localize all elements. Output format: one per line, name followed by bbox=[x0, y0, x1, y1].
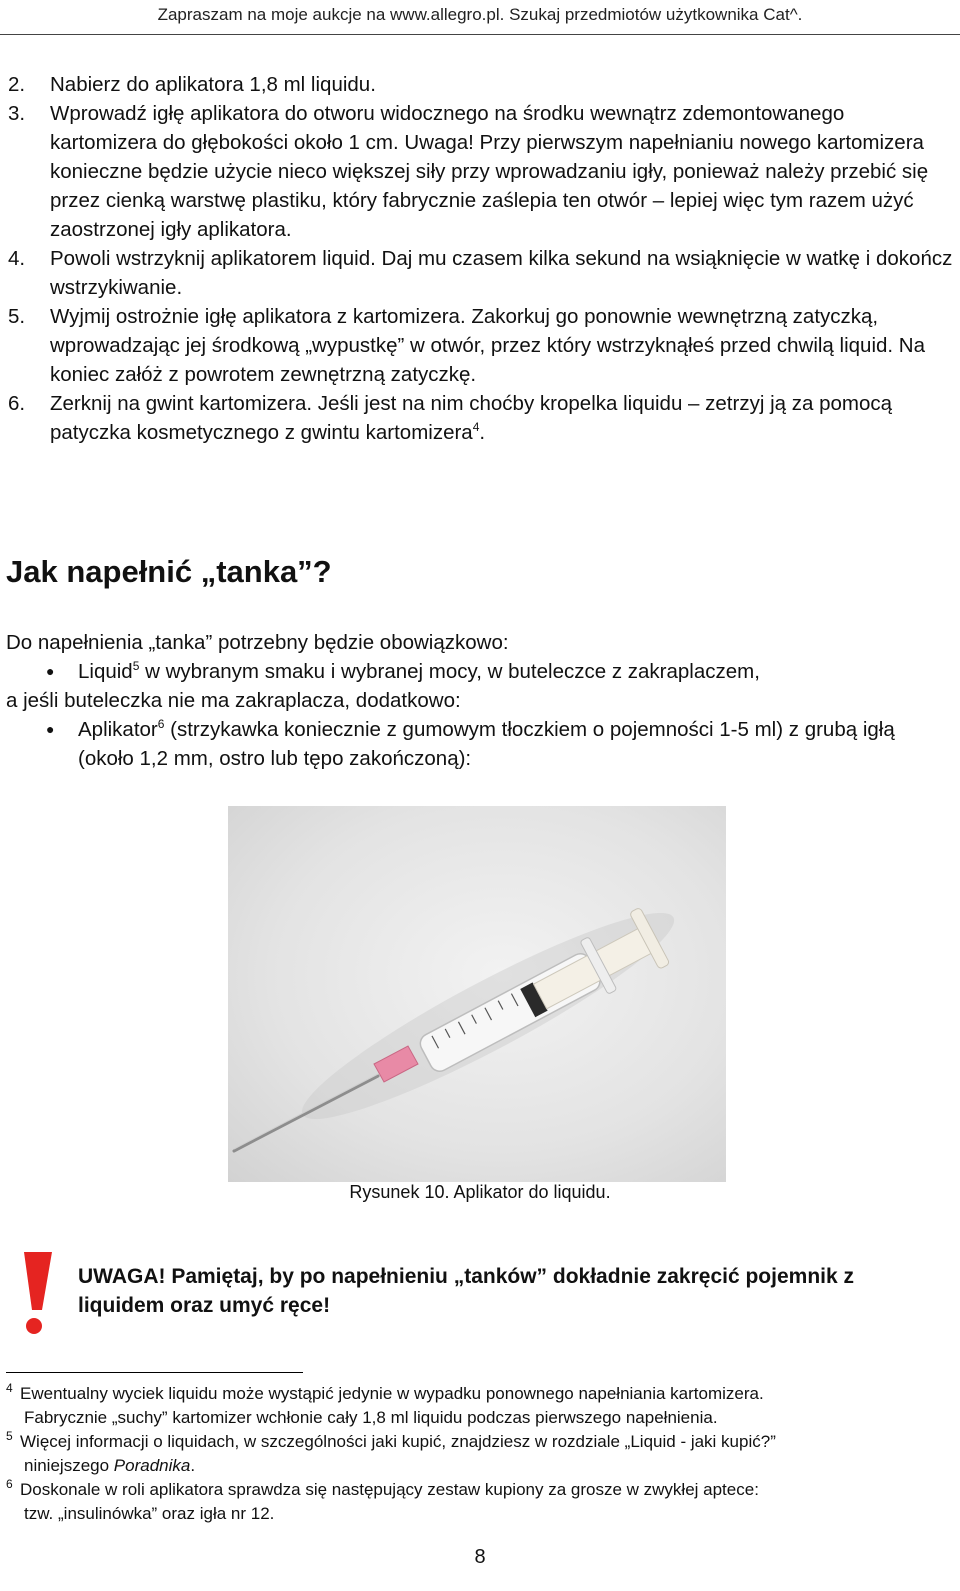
footnote-continuation: Fabrycznie „suchy” kartomizer wchłonie cały 1,8 ml liquidu podczas pierwszego napełnienia. bbox=[24, 1408, 718, 1427]
figure-caption: Rysunek 10. Aplikator do liquidu. bbox=[349, 1182, 611, 1202]
step-number: 6. bbox=[8, 392, 26, 415]
footnote-text: Więcej informacji o liquidach, w szczególności jaki kupić, znajdziesz w rozdziale „Liquid - jaki kupić?” bbox=[20, 1432, 776, 1451]
list-item bbox=[8, 99, 953, 244]
footnote-cont-b: . bbox=[190, 1456, 196, 1475]
list-item bbox=[8, 244, 953, 302]
step-text: Powoli wstrzyknij aplikatorem liquid. Daj mu czasem kilka sekund na wsiąknięcie w watkę i dokończ wstrzykiwanie. bbox=[50, 247, 953, 299]
list-item bbox=[8, 70, 953, 99]
bullet-text-a: Liquid bbox=[78, 660, 133, 683]
footnote-mark: 5 bbox=[6, 1429, 13, 1443]
section-title: Jak napełnić „tanka”? bbox=[6, 554, 332, 589]
list-item bbox=[8, 302, 953, 389]
footnote-mark: 4 bbox=[6, 1381, 13, 1395]
footnote-ref[interactable]: 4 bbox=[472, 420, 480, 435]
steps-list bbox=[8, 70, 953, 447]
syringe-photo bbox=[228, 806, 726, 1182]
step-number: 4. bbox=[8, 247, 26, 270]
bullet-icon: ● bbox=[46, 721, 55, 737]
footnote bbox=[6, 1430, 951, 1454]
list-item bbox=[8, 389, 953, 447]
page-number: 8 bbox=[474, 1546, 486, 1568]
requirements bbox=[6, 628, 951, 773]
bullet-icon: ● bbox=[46, 663, 55, 679]
footnote bbox=[6, 1382, 951, 1406]
bullet-text-b: w wybranym smaku i wybranej mocy, w buteleczce z zakraplaczem, bbox=[139, 660, 760, 683]
list-item bbox=[6, 715, 951, 773]
footnote-text: Doskonale w roli aplikatora sprawdza się następujący zestaw kupiony za grosze w zwykłej aptece: bbox=[20, 1480, 759, 1499]
bullet-text bbox=[78, 657, 951, 686]
step-text-main: Zerknij na gwint kartomizera. Jeśli jest na nim choćby kropelka liquidu – zetrzyj ją za pomocą patyczka kosmetycznego z gwintu kartomizera bbox=[50, 392, 893, 444]
step-number: 2. bbox=[8, 73, 26, 96]
footnote-continuation bbox=[6, 1454, 951, 1478]
intro-text: Do napełnienia „tanka” potrzebny będzie obowiązkowo: bbox=[6, 631, 509, 654]
bullet-text bbox=[78, 715, 951, 773]
footnotes bbox=[6, 1382, 951, 1526]
warning-text: UWAGA! Pamiętaj, by po napełnieniu „tanków” dokładnie zakręcić pojemnik z liquidem oraz umyć ręce! bbox=[78, 1265, 854, 1317]
exclamation-icon bbox=[6, 1248, 64, 1345]
bullet-text-b: (strzykawka koniecznie z gumowym tłoczkiem o pojemności 1-5 ml) z grubą igłą (około 1,2 mm, ostro lub tępo zakończoną): bbox=[78, 718, 895, 770]
footnote-text: Ewentualny wyciek liquidu może wystąpić jedynie w wypadku ponownego napełniania kartomizera. bbox=[20, 1384, 764, 1403]
footnote-ref[interactable]: 6 bbox=[157, 717, 165, 732]
step-text: Wyjmij ostrożnie igłę aplikatora z kartomizera. Zakorkuj go ponownie wewnętrzną zatyczką, wprowadzając jej środkową „wypustkę” w otwór, przez który wstrzyknąłeś przed chwilą liquid. Na koniec załóż z powrotem zewnętrzną zatyczkę. bbox=[50, 305, 925, 386]
step-text bbox=[50, 389, 953, 447]
syringe-icon bbox=[228, 806, 726, 1182]
footnote-mark: 6 bbox=[6, 1477, 13, 1491]
footnote-ref[interactable]: 5 bbox=[132, 659, 140, 674]
list-item bbox=[6, 657, 951, 686]
step-number: 3. bbox=[8, 102, 26, 125]
bullet-text-a: Aplikator bbox=[78, 718, 158, 741]
footnote-continuation: tzw. „insulinówka” oraz igła nr 12. bbox=[24, 1504, 275, 1523]
footnote bbox=[6, 1478, 951, 1502]
page-header: Zapraszam na moje aukcje na www.allegro.pl. Szukaj przedmiotów użytkownika Cat^. bbox=[0, 0, 960, 35]
step-text-tail: . bbox=[479, 421, 486, 444]
footnote-divider bbox=[6, 1372, 303, 1373]
step-text: Nabierz do aplikatora 1,8 ml liquidu. bbox=[50, 73, 376, 96]
step-number: 5. bbox=[8, 305, 26, 328]
footnote-cont-a: niniejszego bbox=[24, 1456, 114, 1475]
footnote-cont-italic: Poradnika bbox=[113, 1456, 191, 1475]
middle-text: a jeśli buteleczka nie ma zakraplacza, dodatkowo: bbox=[6, 689, 461, 712]
step-text: Wprowadź igłę aplikatora do otworu widocznego na środku wewnątrz zdemontowanego kartomizera do głębokości około 1 cm. Uwaga! Przy pierwszym napełnianiu nowego kartomizera konieczne będzie użycie nieco większej siły przy wprowadzaniu igły, ponieważ należy przebić się przez cienką warstwę plastiku, który fabrycznie zaślepia ten otwór – lepiej więc tym razem użyć zaostrzonej igły aplikatora. bbox=[50, 102, 929, 241]
